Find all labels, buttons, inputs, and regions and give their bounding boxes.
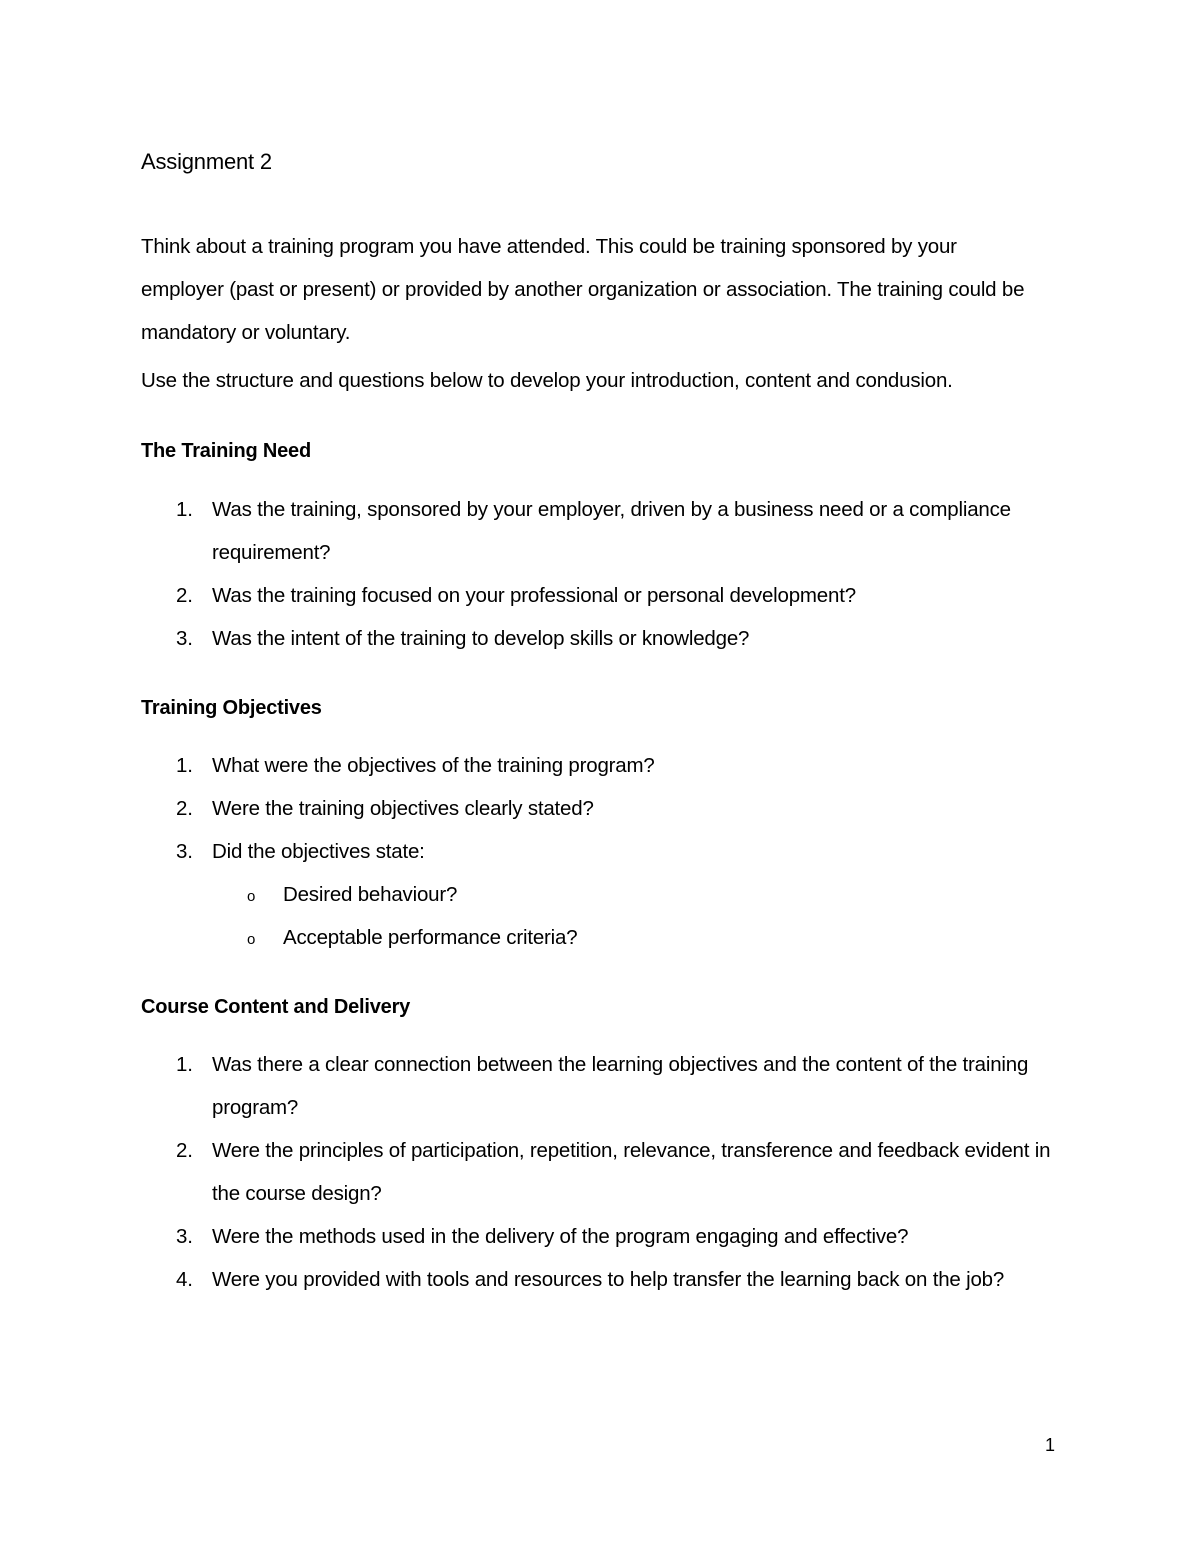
list-item xyxy=(141,1129,1061,1215)
list-item-text: Were you provided with tools and resources to help transfer the learning back on the job? xyxy=(212,1268,1005,1291)
circle-bullet-icon: o xyxy=(247,888,256,905)
list-item-text: Were the training objectives clearly stated? xyxy=(212,797,594,820)
list-number: 4. xyxy=(176,1268,193,1291)
list-item-text: Was the training focused on your professional or personal development? xyxy=(212,584,856,607)
list-item-text: Were the methods used in the delivery of the program engaging and effective? xyxy=(212,1225,909,1248)
sublist-item-text: Acceptable performance criteria? xyxy=(283,926,578,949)
training-need-list xyxy=(141,488,1061,660)
course-content-list xyxy=(141,1043,1061,1301)
list-item xyxy=(141,617,1061,660)
document-title: Assignment 2 xyxy=(141,149,272,174)
list-number: 3. xyxy=(176,1225,193,1248)
list-number: 1. xyxy=(176,498,193,521)
circle-bullet-icon: o xyxy=(247,931,256,948)
list-item xyxy=(141,488,1061,574)
list-item xyxy=(141,1043,1061,1129)
list-item xyxy=(141,574,1061,617)
list-number: 1. xyxy=(176,1053,193,1076)
list-item-text: Was the intent of the training to develop skills or knowledge? xyxy=(212,627,750,650)
training-objectives-list xyxy=(141,744,1061,959)
list-number: 3. xyxy=(176,627,193,650)
sublist-item-text: Desired behaviour? xyxy=(283,883,458,906)
list-number: 1. xyxy=(176,754,193,777)
page-number: 1 xyxy=(1045,1435,1056,1455)
list-item xyxy=(141,787,1061,830)
list-item-text: What were the objectives of the training program? xyxy=(212,754,655,777)
section-heading-course-content: Course Content and Delivery xyxy=(141,996,411,1018)
list-item xyxy=(141,744,1061,787)
section-heading-training-objectives: Training Objectives xyxy=(141,697,322,719)
intro-paragraph: Think about a training program you have attended. This could be training sponsored by your employer (past or present) or provided by another organization or association. The training could be mandatory or voluntary. xyxy=(141,235,1025,344)
list-number: 2. xyxy=(176,1139,193,1162)
list-number: 2. xyxy=(176,584,193,607)
list-number: 2. xyxy=(176,797,193,820)
sublist-item xyxy=(212,873,1061,916)
list-item xyxy=(141,1258,1061,1301)
instruction-paragraph: Use the structure and questions below to develop your introduction, content and condusion. xyxy=(141,369,953,392)
list-item-text: Was there a clear connection between the learning objectives and the content of the training program? xyxy=(212,1053,1029,1119)
list-item-text: Did the objectives state: xyxy=(212,840,425,863)
sublist-item xyxy=(212,916,1061,959)
list-item-text: Were the principles of participation, repetition, relevance, transference and feedback evident in the course design? xyxy=(212,1139,1051,1205)
objectives-sublist xyxy=(212,873,1061,959)
list-item xyxy=(141,1215,1061,1258)
list-item-text: Was the training, sponsored by your employer, driven by a business need or a compliance requirement? xyxy=(212,498,1011,564)
list-item xyxy=(141,830,1061,959)
list-number: 3. xyxy=(176,840,193,863)
section-heading-training-need: The Training Need xyxy=(141,440,311,462)
